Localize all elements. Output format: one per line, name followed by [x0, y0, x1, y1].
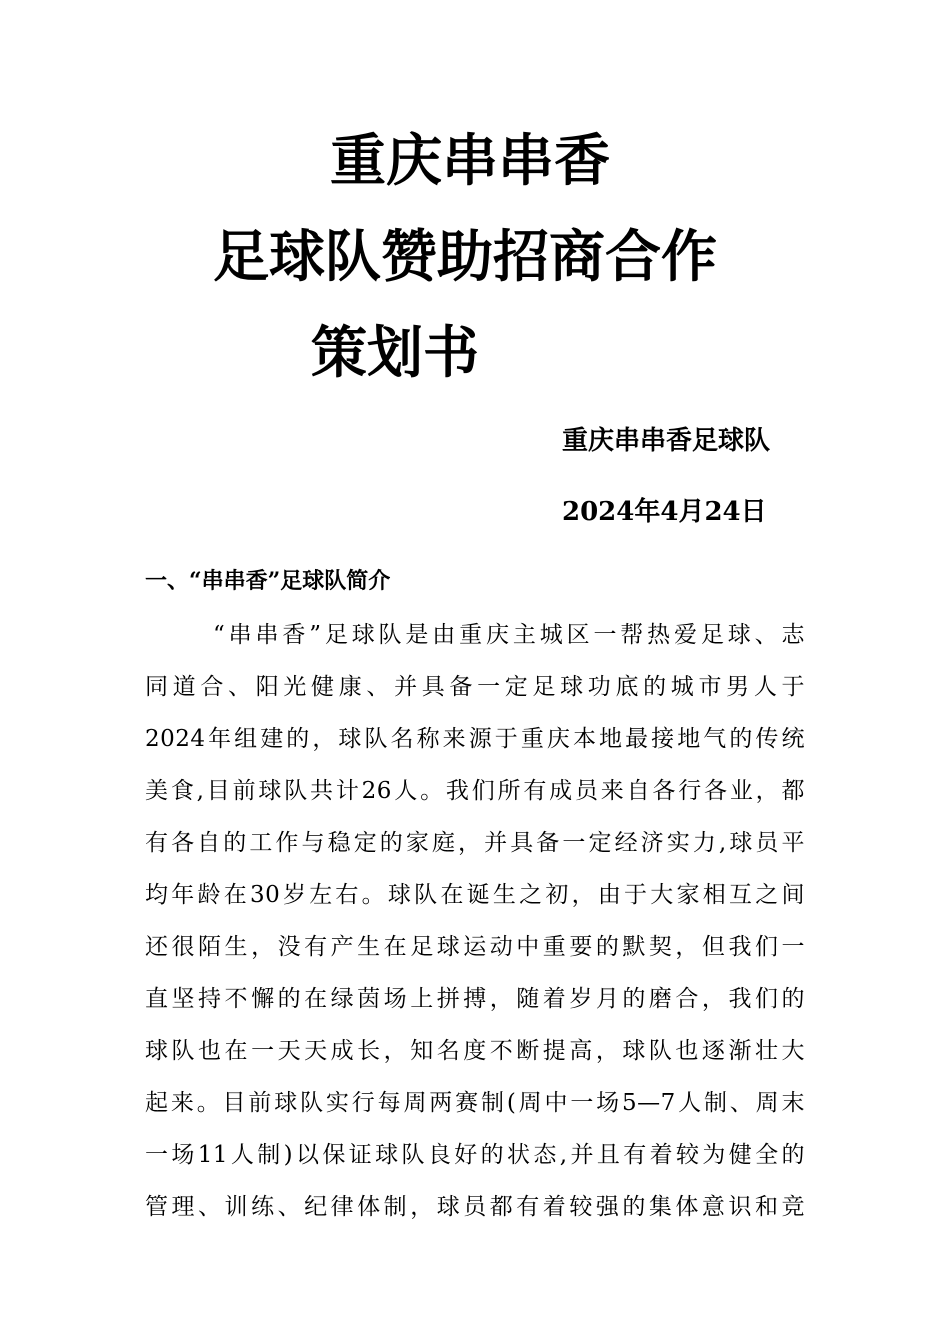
paragraph-line: 同道合、阳光健康、并具备一定足球功底的城市男人于: [145, 674, 805, 700]
paragraph-line: 均年龄在30岁左右。球队在诞生之初，由于大家相互之间: [145, 882, 805, 908]
paragraph-line: 还很陌生，没有产生在足球运动中重要的默契，但我们一: [145, 934, 805, 960]
paragraph-line: “串串香”足球队是由重庆主城区一帮热爱足球、志: [213, 622, 805, 648]
paragraph-line: 有各自的工作与稳定的家庭，并具备一定经济实力,球员平: [145, 830, 805, 856]
paragraph-line: 球队也在一天天成长，知名度不断提高，球队也逐渐壮大: [145, 1038, 805, 1064]
paragraph-line: 美食,目前球队共计26人。我们所有成员来自各行各业，都: [145, 778, 805, 804]
document-title-line-2: 足球队赞助招商合作: [213, 225, 717, 290]
document-title-line-3: 策划书: [311, 321, 479, 386]
paragraph-line: 直坚持不懈的在绿茵场上拼搏，随着岁月的磨合，我们的: [145, 986, 805, 1012]
organization-name: 重庆串串香足球队: [562, 426, 771, 456]
paragraph-line: 管理、训练、纪律体制，球员都有着较强的集体意识和竞: [145, 1194, 805, 1220]
document-title-line-1: 重庆串串香: [330, 129, 610, 194]
paragraph-line: 起来。目前球队实行每周两赛制(周中一场5—7人制、周末: [145, 1090, 805, 1116]
section-heading: 一、“串串香”足球队简介: [145, 568, 391, 594]
document-date: 2024年4月24日: [562, 497, 767, 527]
paragraph-line: 2024年组建的，球队名称来源于重庆本地最接地气的传统: [145, 726, 805, 752]
paragraph-line: 一场11人制)以保证球队良好的状态,并且有着较为健全的: [145, 1142, 805, 1168]
